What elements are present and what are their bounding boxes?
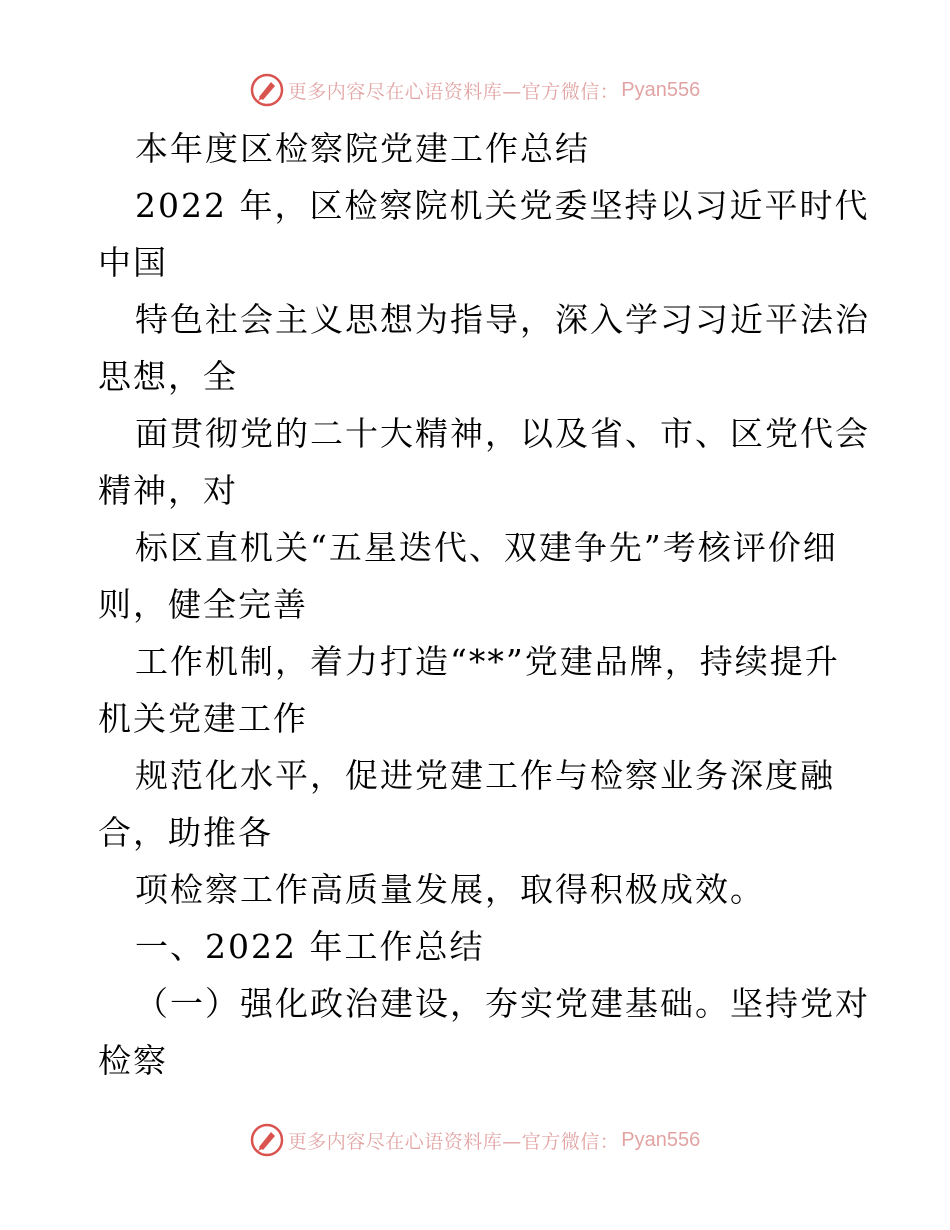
watermark-text: 更多内容尽在心语资料库—官方微信：: [287, 1130, 620, 1153]
text-line: 检察: [98, 1041, 168, 1080]
text-line: 精神，对: [98, 471, 238, 510]
header-watermark: [0, 70, 950, 110]
watermark-id: Pyan556: [621, 78, 701, 101]
text-line: 机关党建工作: [98, 699, 308, 738]
watermark-text: 更多内容尽在心语资料库—官方微信：: [287, 80, 620, 103]
text-line: 工作机制，着力打造“**”党建品牌，持续提升: [135, 642, 840, 681]
watermark-logo-icon: [250, 1123, 284, 1157]
document-body: [98, 120, 870, 1089]
watermark-id: Pyan556: [621, 1128, 701, 1151]
text-line: 特色社会主义思想为指导，深入学习习近平法治: [135, 300, 870, 339]
text-line: 面贯彻党的二十大精神，以及省、市、区党代会: [135, 414, 870, 453]
text-line: 规范化水平，促进党建工作与检察业务深度融: [135, 756, 835, 795]
text-line: （一）强化政治建设，夯实党建基础。坚持党对: [135, 984, 870, 1023]
text-line: 则，健全完善: [98, 585, 308, 624]
text-line: 标区直机关“五星迭代、双建争先”考核评价细: [135, 528, 838, 567]
watermark-logo-icon: [250, 73, 284, 107]
text-line: 中国: [98, 243, 168, 282]
text-line: 一、2022 年工作总结: [135, 927, 485, 966]
text-line: 思想，全: [98, 357, 238, 396]
text-line: 项检察工作高质量发展，取得积极成效。: [135, 870, 765, 909]
text-line: 合，助推各: [98, 813, 273, 852]
text-line: 2022 年，区检察院机关党委坚持以习近平时代: [135, 186, 870, 225]
footer-watermark: [0, 1120, 950, 1160]
text-line: 本年度区检察院党建工作总结: [135, 129, 590, 168]
